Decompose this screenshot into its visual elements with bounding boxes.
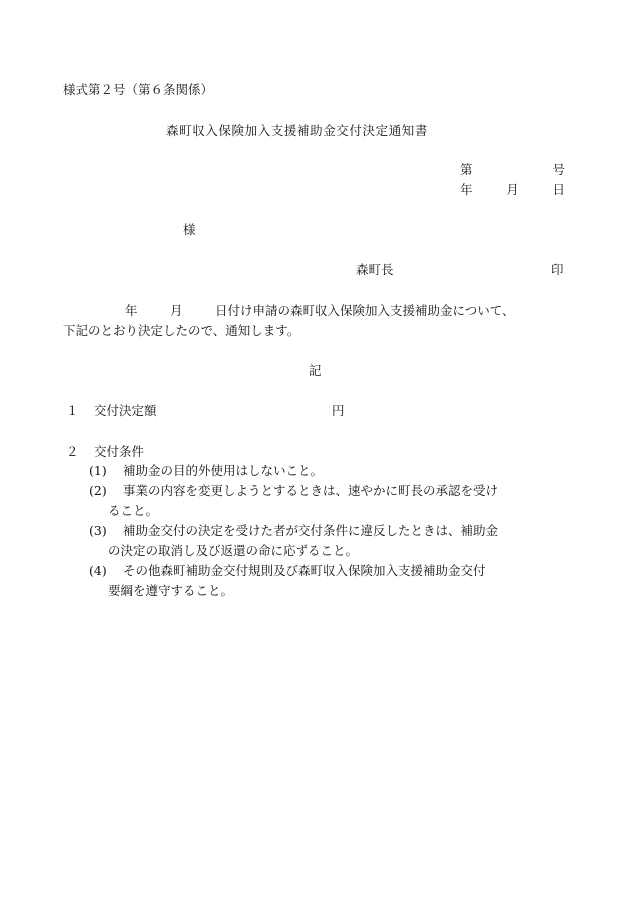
- date-day: 日: [552, 182, 565, 197]
- number-dai: 第: [460, 162, 473, 177]
- form-number: 様式第２号（第６条関係）: [63, 82, 214, 97]
- item1-label: 交付決定額: [94, 403, 157, 418]
- condition-number: (4): [89, 563, 107, 578]
- item2-number: ２: [66, 444, 79, 459]
- item1-unit: 円: [332, 403, 345, 418]
- date-year: 年: [460, 182, 473, 197]
- body-text-line1: 日付け申請の森町収入保険加入支援補助金について、: [215, 303, 515, 318]
- item2-label: 交付条件: [94, 444, 145, 459]
- issue-date: [460, 182, 565, 198]
- recipient-suffix: 様: [183, 222, 196, 237]
- item1-number: １: [66, 403, 79, 418]
- issuer-name: 森町長: [356, 262, 394, 277]
- condition-text: 事業の内容を変更しようとするときは、速やかに町長の承認を受け: [123, 483, 499, 498]
- body-text-line2: 下記のとおり決定したので、通知します。: [63, 323, 300, 338]
- seal-mark: 印: [551, 262, 564, 277]
- number-go: 号: [552, 162, 565, 177]
- condition-text-continued: 要綱を遵守すること。: [108, 583, 234, 598]
- document-number: [460, 162, 565, 178]
- body-year: 年: [125, 303, 138, 318]
- condition-text: 補助金交付の決定を受けた者が交付条件に違反したときは、補助金: [123, 523, 499, 538]
- ki-heading: 記: [309, 363, 322, 378]
- condition-text-continued: の決定の取消し及び返還の命に応ずること。: [108, 543, 359, 558]
- condition-text: 補助金の目的外使用はしないこと。: [123, 463, 324, 478]
- condition-number: (2): [89, 483, 107, 498]
- condition-number: (3): [89, 523, 107, 538]
- date-month: 月: [506, 182, 519, 197]
- document-title: 森町収入保険加入支援補助金交付決定通知書: [166, 123, 429, 138]
- condition-text: その他森町補助金交付規則及び森町収入保険加入支援補助金交付: [123, 563, 486, 578]
- body-month: 月: [170, 303, 183, 318]
- condition-text-continued: ること。: [108, 503, 159, 518]
- condition-number: (1): [89, 463, 107, 478]
